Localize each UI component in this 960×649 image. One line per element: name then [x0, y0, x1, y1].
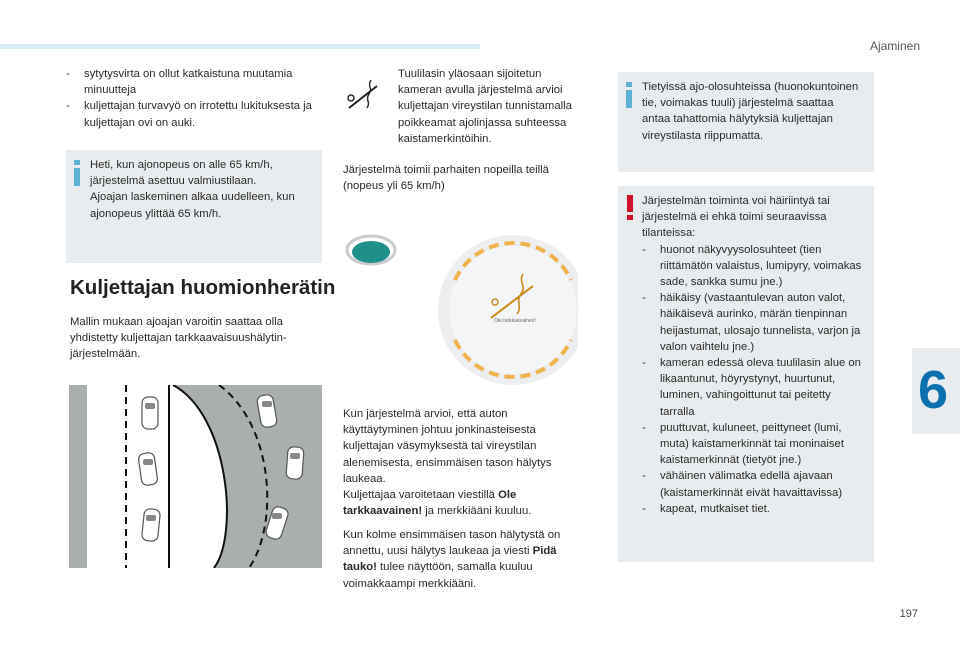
- list-item: - häikäisy (vastaantulevan auton valot, häikäisevä aurinko, märän tienpinnan heijastumat, ulosajo tunnelista, varjon ja valon vaihtelu jne.): [642, 290, 864, 355]
- break-alert-paragraph: Kun kolme ensimmäisen tason hälytystä on annettu, uusi hälytys laukeaa ja viesti Pidä tauko! tulee näyttöön, samalla kuuluu voimakkaampi merkkiääni.: [343, 529, 561, 590]
- info-text: Heti, kun ajonopeus on alle 65 km/h, järjestelmä asettuu valmiustilaan.: [90, 159, 273, 188]
- alert-message-paragraph: Kuljettajaa varoitetaan viestillä Ole tarkkaavainen! ja merkkiääni kuuluu.: [343, 489, 532, 518]
- camera-text: Tuulilasin yläosaan sijoitetun kameran avulla järjestelmä arvioi kuljettajan vireystilan tunnistamalla poikkeamat ajolinjassa suhteessa kaistamerkintöihin.: [398, 68, 572, 145]
- info-icon: [626, 82, 632, 108]
- list-item: - kapeat, mutkaiset tiet.: [642, 501, 864, 517]
- list-item: - sytytysvirta on ollut katkaistuna muutamia minuutteja: [66, 66, 324, 98]
- dashboard-alert-illustration: [343, 222, 578, 392]
- section-heading: Kuljettajan huomionherätin: [70, 276, 336, 299]
- warning-box: [618, 186, 874, 562]
- list-item: - kameran edessä oleva tuulilasin alue on likaantunut, höyrystynyt, huurtunut, luminen, vahingoittunut tai peitetty tarralla: [642, 355, 864, 420]
- list-item: - vähäinen välimatka edellä ajavaan (kaistamerkinnät eivät havaittavissa): [642, 468, 864, 500]
- display-message: Ole tarkkaavainen!: [494, 318, 536, 324]
- camera-lane-icon: [343, 74, 383, 114]
- info-text: Ajoajan laskeminen alkaa uudelleen, kun ajonopeus ylittää 65 km/h.: [90, 191, 295, 220]
- info-box: [618, 72, 874, 172]
- speed-text: Järjestelmä toimii parhaiten nopeilla teillä (nopeus yli 65 km/h): [343, 164, 549, 193]
- page-number: 197: [899, 608, 918, 620]
- info-icon: [74, 160, 80, 186]
- lane-drift-illustration: [69, 385, 322, 568]
- chapter-number: 6: [917, 360, 948, 420]
- section-title: Ajaminen: [869, 39, 920, 53]
- warning-intro: Järjestelmän toiminta voi häiriintyä tai järjestelmä ei ehkä toimi seuraavissa tilanteissa:: [642, 195, 830, 240]
- list-item: - huonot näkyvyysolosuhteet (tien riittämätön valaistus, lumipyry, voimakas sade, sankka sumu jne.): [642, 242, 864, 291]
- alert-paragraph: Kun järjestelmä arvioi, että auton käyttäytyminen johtuu jonkinasteisesta kuljettajan väsymyksestä tai vireystilan alenemisesta, ensimmäisen tason hälytys laukeaa.: [343, 408, 552, 485]
- header-bar: [0, 44, 480, 49]
- intro-paragraph: Mallin mukaan ajoajan varoitin saattaa olla yhdistetty kuljettajan tarkkaavaisuushälytin-järjestelmään.: [70, 316, 287, 361]
- list-item: - puuttuvat, kuluneet, peittyneet (lumi, muta) kaistamerkinnät tai moninaiset kaistamerkinnät (tietyöt jne.): [642, 420, 864, 469]
- col1-bullets: [66, 66, 324, 131]
- info-box: [66, 150, 322, 263]
- info-text: Tietyissä ajo-olosuhteissa (huonokuntoinen tie, voimakas tuuli) järjestelmä saattaa antaa tahattomia hälytyksiä kuljettajan vireystilasta riippumatta.: [642, 81, 859, 142]
- warning-icon: [627, 195, 633, 221]
- list-item: - kuljettajan turvavyö on irrotettu lukituksesta ja kuljettajan ovi on auki.: [66, 98, 324, 130]
